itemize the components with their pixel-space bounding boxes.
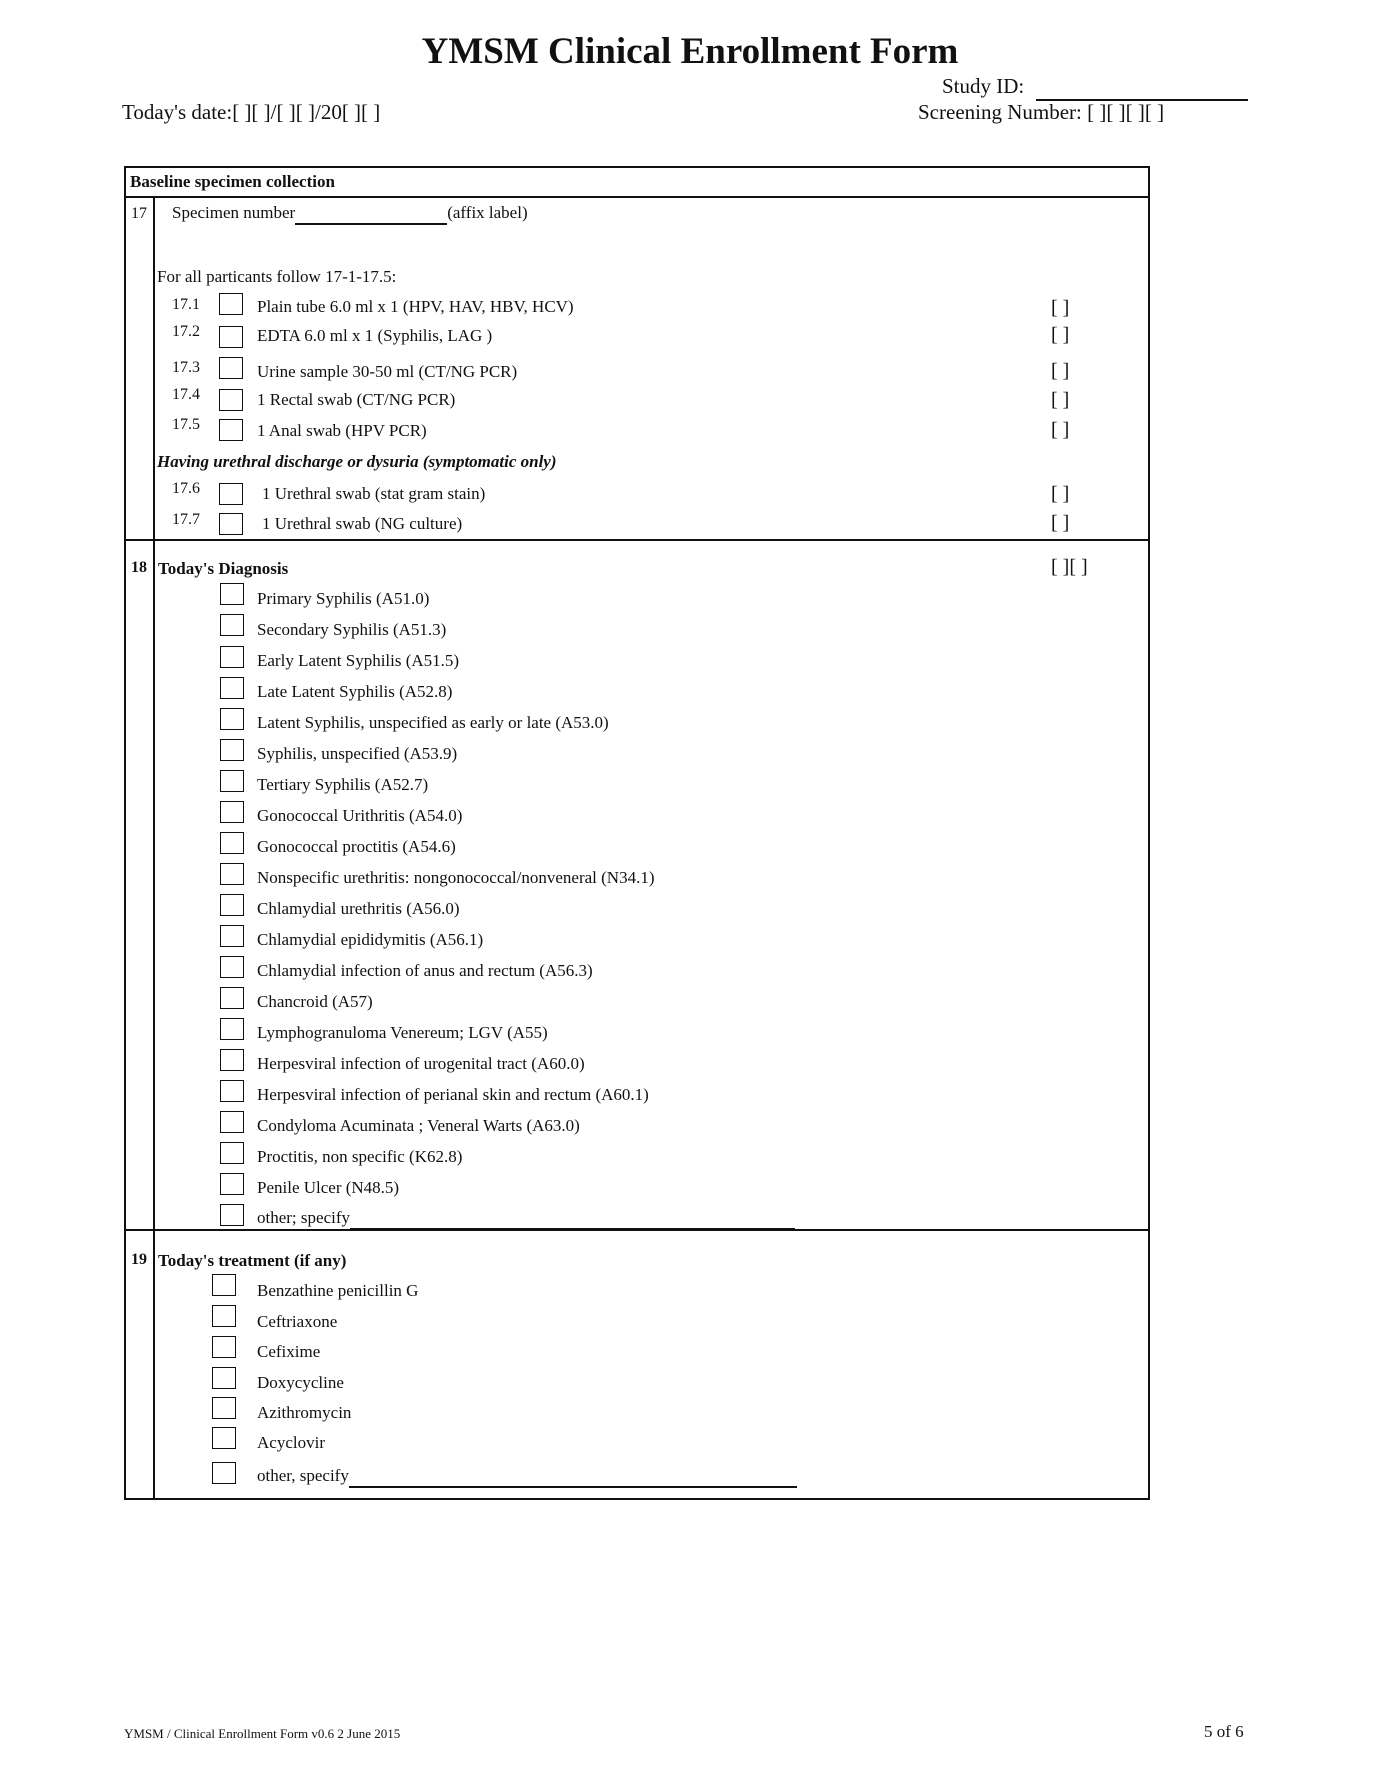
specimen-checkbox[interactable] xyxy=(219,357,243,379)
diagnosis-label: Gonococcal Urithritis (A54.0) xyxy=(257,806,463,825)
study-id-field[interactable] xyxy=(942,74,1248,101)
diagnosis-label: Chancroid (A57) xyxy=(257,992,373,1011)
specimen-checkbox[interactable] xyxy=(219,293,243,315)
number-column-line xyxy=(153,196,155,1500)
diagnosis-label: Primary Syphilis (A51.0) xyxy=(257,589,430,608)
diagnosis-label: Proctitis, non specific (K62.8) xyxy=(257,1147,463,1166)
diagnosis-label: Chlamydial epididymitis (A56.1) xyxy=(257,930,484,949)
specimen-label: EDTA 6.0 ml x 1 (Syphilis, LAG ) xyxy=(257,326,493,345)
treatment-label: Ceftriaxone xyxy=(257,1312,338,1331)
diagnosis-checkbox[interactable] xyxy=(220,583,244,605)
study-id-label: Study ID: xyxy=(942,74,1025,98)
diagnosis-label: Penile Ulcer (N48.5) xyxy=(257,1178,400,1197)
item-number: 17.7 xyxy=(172,511,200,528)
item-number: 17.4 xyxy=(172,386,200,403)
diagnosis-label: Late Latent Syphilis (A52.8) xyxy=(257,682,453,701)
specimen-number-input-line[interactable] xyxy=(295,203,447,225)
specimen-checkbox[interactable] xyxy=(219,419,243,441)
diagnosis-checkbox[interactable] xyxy=(220,770,244,792)
treatment-other-checkbox[interactable] xyxy=(212,1462,236,1484)
diagnosis-label: Gonococcal proctitis (A54.6) xyxy=(257,837,456,856)
diagnosis-checkbox[interactable] xyxy=(220,1142,244,1164)
section-heading-diagnosis: Today's Diagnosis xyxy=(158,559,289,578)
specimen-bracket-field[interactable]: [ ] xyxy=(1051,324,1070,346)
diagnosis-checkbox[interactable] xyxy=(220,1080,244,1102)
diagnosis-label: Chlamydial urethritis (A56.0) xyxy=(257,899,460,918)
treatment-checkbox[interactable] xyxy=(212,1367,236,1389)
item-number: 17.6 xyxy=(172,480,200,497)
diagnosis-label: Syphilis, unspecified (A53.9) xyxy=(257,744,458,763)
diagnosis-label: Secondary Syphilis (A51.3) xyxy=(257,620,447,639)
diagnosis-checkbox[interactable] xyxy=(220,801,244,823)
specimen-bracket-field[interactable]: [ ] xyxy=(1051,483,1070,505)
diagnosis-label: Tertiary Syphilis (A52.7) xyxy=(257,775,429,794)
affix-label-note: (affix label) xyxy=(447,203,528,222)
specimen-bracket-field[interactable]: [ ] xyxy=(1051,419,1070,441)
symptomatic-heading: Having urethral discharge or dysuria (symptomatic only) xyxy=(157,452,557,471)
diagnosis-label: Condyloma Acuminata ; Veneral Warts (A63.0) xyxy=(257,1116,580,1135)
treatment-checkbox[interactable] xyxy=(212,1336,236,1358)
diagnosis-other-field[interactable] xyxy=(257,1208,795,1230)
diagnosis-checkbox[interactable] xyxy=(220,614,244,636)
study-id-input-line[interactable] xyxy=(1036,74,1248,101)
specimen-label: Urine sample 30-50 ml (CT/NG PCR) xyxy=(257,362,518,381)
footer-version: YMSM / Clinical Enrollment Form v0.6 2 June 2015 xyxy=(124,1726,401,1741)
treatment-checkbox[interactable] xyxy=(212,1397,236,1419)
diagnosis-other-label: other; specify xyxy=(257,1208,350,1227)
specimen-checkbox[interactable] xyxy=(219,326,243,348)
treatment-label: Doxycycline xyxy=(257,1373,344,1392)
section-number-18: 18 xyxy=(131,559,147,576)
specimen-bracket-field[interactable]: [ ] xyxy=(1051,297,1070,319)
diagnosis-label: Early Latent Syphilis (A51.5) xyxy=(257,651,460,670)
item-number: 17.3 xyxy=(172,359,200,376)
diagnosis-checkbox[interactable] xyxy=(220,894,244,916)
specimen-bracket-field[interactable]: [ ] xyxy=(1051,512,1070,534)
treatment-label: Acyclovir xyxy=(257,1433,325,1452)
instruction-text: For all particants follow 17-1-17.5: xyxy=(157,267,397,286)
diagnosis-checkbox[interactable] xyxy=(220,956,244,978)
treatment-label: Cefixime xyxy=(257,1342,321,1361)
section-number-19: 19 xyxy=(131,1251,147,1268)
diagnosis-checkbox[interactable] xyxy=(220,925,244,947)
diagnosis-code-field[interactable]: [ ][ ] xyxy=(1051,556,1088,578)
diagnosis-checkbox[interactable] xyxy=(220,677,244,699)
diagnosis-label: Lymphogranuloma Venereum; LGV (A55) xyxy=(257,1023,548,1042)
treatment-checkbox[interactable] xyxy=(212,1427,236,1449)
diagnosis-checkbox[interactable] xyxy=(220,646,244,668)
treatment-checkbox[interactable] xyxy=(212,1274,236,1296)
section-heading-baseline: Baseline specimen collection xyxy=(130,172,335,191)
diagnosis-label: Herpesviral infection of urogenital tract (A60.0) xyxy=(257,1054,585,1073)
specimen-number-field[interactable] xyxy=(172,203,528,225)
item-number: 17.5 xyxy=(172,416,200,433)
specimen-label: Plain tube 6.0 ml x 1 (HPV, HAV, HBV, HCV) xyxy=(257,297,574,316)
specimen-bracket-field[interactable]: [ ] xyxy=(1051,360,1070,382)
specimen-label: 1 Urethral swab (stat gram stain) xyxy=(262,484,486,503)
item-number: 17.1 xyxy=(172,296,200,313)
diagnosis-checkbox[interactable] xyxy=(220,863,244,885)
diagnosis-label: Latent Syphilis, unspecified as early or late (A53.0) xyxy=(257,713,609,732)
diagnosis-checkbox[interactable] xyxy=(220,1111,244,1133)
diagnosis-other-input-line[interactable] xyxy=(350,1208,795,1230)
specimen-checkbox[interactable] xyxy=(219,513,243,535)
diagnosis-checkbox[interactable] xyxy=(220,1173,244,1195)
todays-date-field[interactable]: Today's date:[ ][ ]/[ ][ ]/20[ ][ ] xyxy=(122,100,381,124)
diagnosis-label: Chlamydial infection of anus and rectum (A56.3) xyxy=(257,961,593,980)
diagnosis-checkbox[interactable] xyxy=(220,987,244,1009)
treatment-label: Benzathine penicillin G xyxy=(257,1281,419,1300)
specimen-checkbox[interactable] xyxy=(219,483,243,505)
specimen-label: 1 Rectal swab (CT/NG PCR) xyxy=(257,390,456,409)
diagnosis-checkbox[interactable] xyxy=(220,739,244,761)
treatment-other-field[interactable] xyxy=(257,1466,797,1488)
specimen-label: 1 Urethral swab (NG culture) xyxy=(262,514,463,533)
page-title: YMSM Clinical Enrollment Form xyxy=(421,31,959,72)
screening-number-field[interactable]: Screening Number: [ ][ ][ ][ ] xyxy=(918,100,1165,124)
specimen-label: 1 Anal swab (HPV PCR) xyxy=(257,421,427,440)
treatment-other-label: other, specify xyxy=(257,1466,349,1485)
divider-line xyxy=(124,539,1150,541)
specimen-number-label: Specimen number xyxy=(172,203,296,222)
section-number-17: 17 xyxy=(131,205,147,222)
diagnosis-checkbox[interactable] xyxy=(220,832,244,854)
treatment-checkbox[interactable] xyxy=(212,1305,236,1327)
item-number: 17.2 xyxy=(172,323,200,340)
diagnosis-checkbox[interactable] xyxy=(220,708,244,730)
treatment-label: Azithromycin xyxy=(257,1403,352,1422)
page-number: 5 of 6 xyxy=(1204,1722,1244,1741)
specimen-checkbox[interactable] xyxy=(219,389,243,411)
diagnosis-label: Herpesviral infection of perianal skin and rectum (A60.1) xyxy=(257,1085,649,1104)
divider-line xyxy=(124,196,1150,198)
diagnosis-checkbox[interactable] xyxy=(220,1018,244,1040)
section-heading-treatment: Today's treatment (if any) xyxy=(158,1251,347,1270)
specimen-bracket-field[interactable]: [ ] xyxy=(1051,389,1070,411)
diagnosis-other-checkbox[interactable] xyxy=(220,1204,244,1226)
diagnosis-checkbox[interactable] xyxy=(220,1049,244,1071)
diagnosis-label: Nonspecific urethritis: nongonococcal/nonveneral (N34.1) xyxy=(257,868,655,887)
treatment-other-input-line[interactable] xyxy=(349,1466,797,1488)
